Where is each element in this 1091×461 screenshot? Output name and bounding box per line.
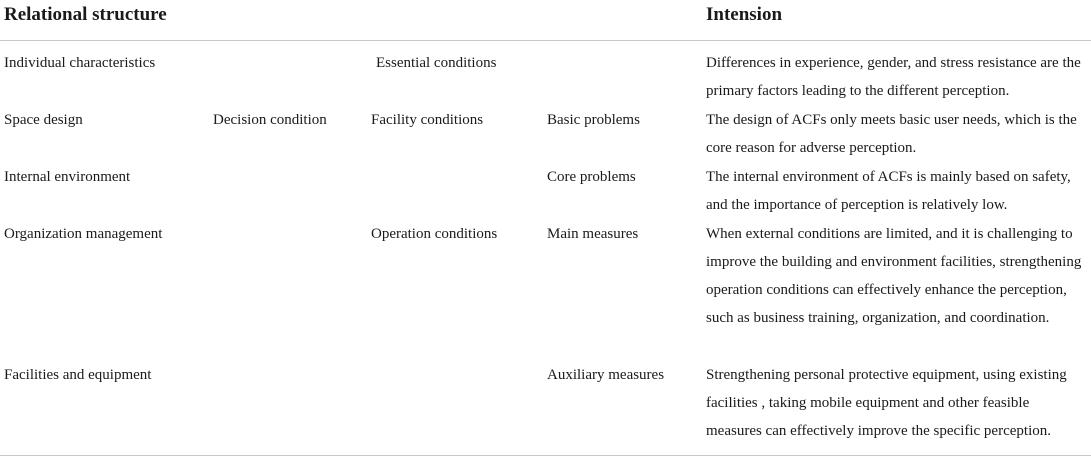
factor-cell: Space design bbox=[4, 112, 83, 128]
intension-cell: When external conditions are limited, and it is challenging to improve the building and environment facilities, strengthening operation conditions can effectively enhance the perception, such as business training, organization, and coordination. bbox=[706, 226, 1082, 326]
header-relational-structure: Relational structure bbox=[4, 4, 167, 25]
problem-cell: Auxiliary measures bbox=[547, 367, 665, 383]
problem-cell: Basic problems bbox=[547, 112, 640, 128]
problem-cell: Core problems bbox=[547, 169, 636, 185]
table-bottom-rule bbox=[0, 455, 1091, 456]
intension-cell: Differences in experience, gender, and stress resistance are the primary factors leading to the different perception. bbox=[706, 55, 1081, 99]
category-cell: Facility conditions bbox=[371, 112, 484, 128]
intension-cell: The internal environment of ACFs is mainly based on safety, and the importance of perception is relatively low. bbox=[706, 169, 1071, 213]
intension-cell: Strengthening personal protective equipment, using existing facilities , taking mobile equipment and other feasible measures can effectively improve the specific perception. bbox=[706, 367, 1067, 439]
factor-cell: Organization management bbox=[4, 226, 163, 242]
factor-cell: Individual characteristics bbox=[4, 55, 156, 71]
category-cell: Operation conditions bbox=[371, 226, 498, 242]
table-header bbox=[0, 0, 1091, 41]
intension-cell: The design of ACFs only meets basic user needs, which is the core reason for adverse perception. bbox=[706, 112, 1077, 156]
condition-cell: Decision condition bbox=[213, 112, 327, 128]
problem-cell: Main measures bbox=[547, 226, 639, 242]
category-cell: Essential conditions bbox=[376, 55, 497, 71]
factor-cell: Internal environment bbox=[4, 169, 131, 185]
header-intension: Intension bbox=[706, 4, 783, 25]
factor-cell: Facilities and equipment bbox=[4, 367, 152, 383]
